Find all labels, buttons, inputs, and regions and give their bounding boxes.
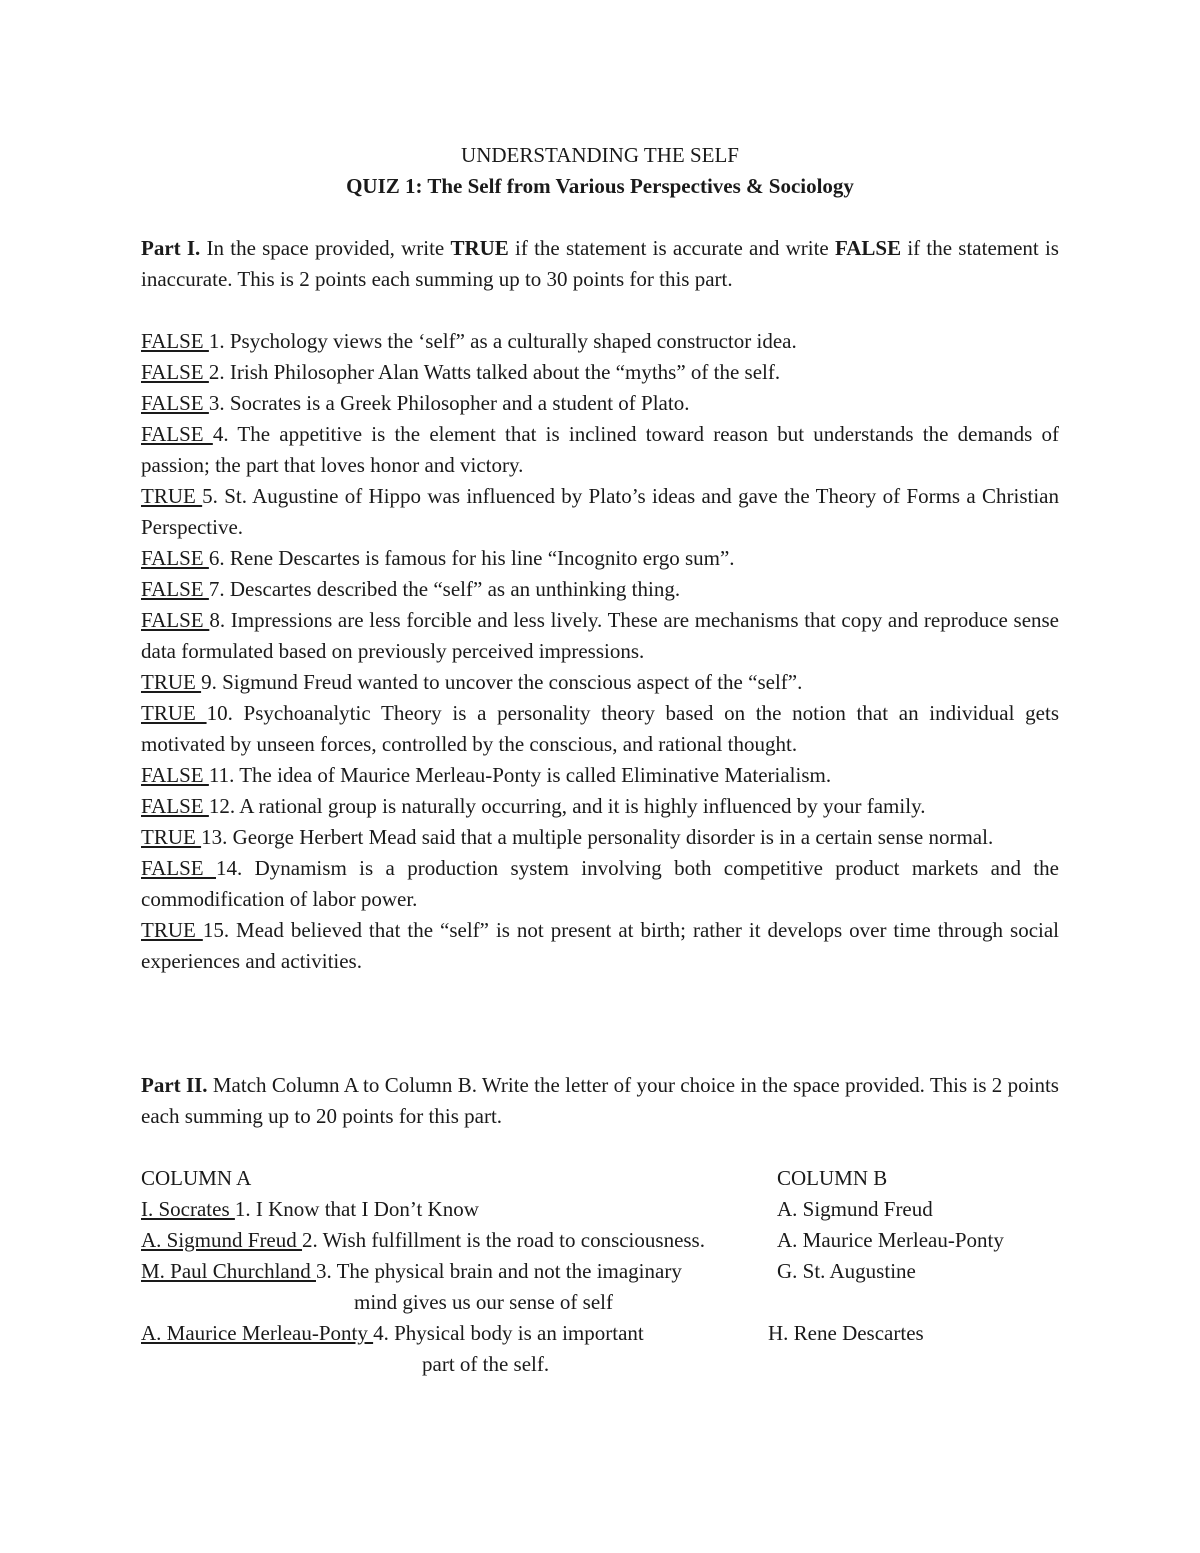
match-answer: M. Paul Churchland [141,1259,316,1283]
match-statement: 4. Physical body is an important [373,1321,644,1345]
tf-statement: 13. George Herbert Mead said that a multiple personality disorder is in a certain sense normal. [201,825,994,849]
match-row-continuation [141,1349,1059,1380]
tf-item [141,543,1059,574]
tf-statement: 4. The appetitive is the element that is inclined toward reason but understands the demands of passion; the part that loves honor and victory. [141,422,1060,477]
tf-item [141,698,1059,760]
tf-answer: FALSE [141,763,209,787]
match-statement-continued: part of the self. [422,1352,550,1376]
tf-statement: 8. Impressions are less forcible and less lively. These are mechanisms that copy and reproduce sense data formulated based on previously perceived impressions. [141,608,1060,663]
column-b-option: H. Rene Descartes [768,1321,924,1345]
tf-statement: 9. Sigmund Freud wanted to uncover the conscious aspect of the “self”. [201,670,803,694]
tf-answer: FALSE [141,360,209,384]
tf-answer: TRUE [141,918,203,942]
tf-statement: 11. The idea of Maurice Merleau-Ponty is called Eliminative Materialism. [208,763,832,787]
tf-answer: FALSE [141,329,209,353]
tf-item [141,388,1059,419]
true-keyword: TRUE [450,236,509,260]
tf-item [141,481,1059,543]
match-answer: A. Sigmund Freud [141,1228,303,1252]
tf-statement: 3. Socrates is a Greek Philosopher and a student of Plato. [208,391,690,415]
tf-answer: TRUE [141,484,203,508]
tf-statement: 14. Dynamism is a production system involving both competitive product markets and the commodification of labor power. [141,856,1060,911]
column-b-option: G. St. Augustine [777,1259,916,1283]
match-row [141,1194,1059,1225]
match-row [141,1256,1059,1287]
tf-statement: 1. Psychology views the ‘self” as a culturally shaped constructor idea. [208,329,797,353]
part1-instr-a: In the space provided, write [200,236,451,260]
tf-answer: FALSE [141,391,209,415]
column-headers [141,1163,1059,1194]
part2-label: Part II. [141,1073,208,1097]
tf-statement: 2. Irish Philosopher Alan Watts talked about the “myths” of the self. [208,360,781,384]
match-answer: A. Maurice Merleau-Ponty [141,1321,374,1345]
match-statement: 1. I Know that I Don’t Know [234,1197,479,1221]
tf-item [141,791,1059,822]
document-header [141,140,1059,202]
column-b-header: COLUMN B [777,1166,888,1190]
tf-statement: 6. Rene Descartes is famous for his line “Incognito ergo sum”. [208,546,735,570]
document-title: UNDERSTANDING THE SELF [461,143,739,167]
tf-item [141,822,1059,853]
tf-statement: 7. Descartes described the “self” as an unthinking thing. [208,577,681,601]
match-statement-continued: mind gives us our sense of self [354,1290,613,1314]
tf-item [141,605,1059,667]
tf-item [141,574,1059,605]
tf-item [141,667,1059,698]
match-answer: I. Socrates [141,1197,235,1221]
column-b-option: A. Sigmund Freud [777,1197,933,1221]
match-row [141,1225,1059,1256]
tf-answer: TRUE [141,825,202,849]
tf-item [141,915,1059,977]
tf-answer: FALSE [141,856,216,880]
document-subtitle: QUIZ 1: The Self from Various Perspectives & Sociology [346,174,854,198]
column-a-header: COLUMN A [141,1166,252,1190]
tf-statement: 12. A rational group is naturally occurring, and it is highly influenced by your family. [208,794,926,818]
part1-instructions [141,233,1059,295]
tf-item [141,326,1059,357]
false-keyword: FALSE [834,236,902,260]
tf-answer: FALSE [141,577,209,601]
tf-answer: TRUE [141,701,207,725]
matching-section [141,1163,1059,1380]
part2-instr-text: Match Column A to Column B. Write the letter of your choice in the space provided. This is 2 points each summing up to 20 points for this part. [141,1073,1059,1128]
part2-instructions [141,1070,1059,1132]
match-statement: 2. Wish fulfillment is the road to consciousness. [302,1228,705,1252]
tf-statement: 10. Psychoanalytic Theory is a personality theory based on the notion that an individual gets motivated by unseen forces, controlled by the conscious, and rational thought. [141,701,1060,756]
tf-answer: FALSE [141,794,209,818]
part1-instr-b: if the statement is accurate and write [508,236,835,260]
tf-answer: FALSE [141,608,210,632]
tf-answer: TRUE [141,670,202,694]
column-b-option: A. Maurice Merleau-Ponty [777,1228,1004,1252]
quiz-page [141,140,1059,1380]
match-row [141,1318,1059,1349]
tf-answer: FALSE [141,422,213,446]
tf-answer: FALSE [141,546,209,570]
match-statement: 3. The physical brain and not the imaginary [315,1259,682,1283]
tf-item [141,419,1059,481]
part1-items [141,326,1059,977]
part1-instr-c: if the statement is inaccurate. This is 2 points each summing up to 30 points for this part. [141,236,1059,291]
tf-item [141,357,1059,388]
tf-statement: 15. Mead believed that the “self” is not present at birth; rather it develops over time through social experiences and activities. [141,918,1060,973]
tf-item [141,853,1059,915]
tf-statement: 5. St. Augustine of Hippo was influenced by Plato’s ideas and gave the Theory of Forms a Christian Perspective. [141,484,1060,539]
tf-item [141,760,1059,791]
match-row-continuation [141,1287,1059,1318]
part1-label: Part I. [141,236,201,260]
